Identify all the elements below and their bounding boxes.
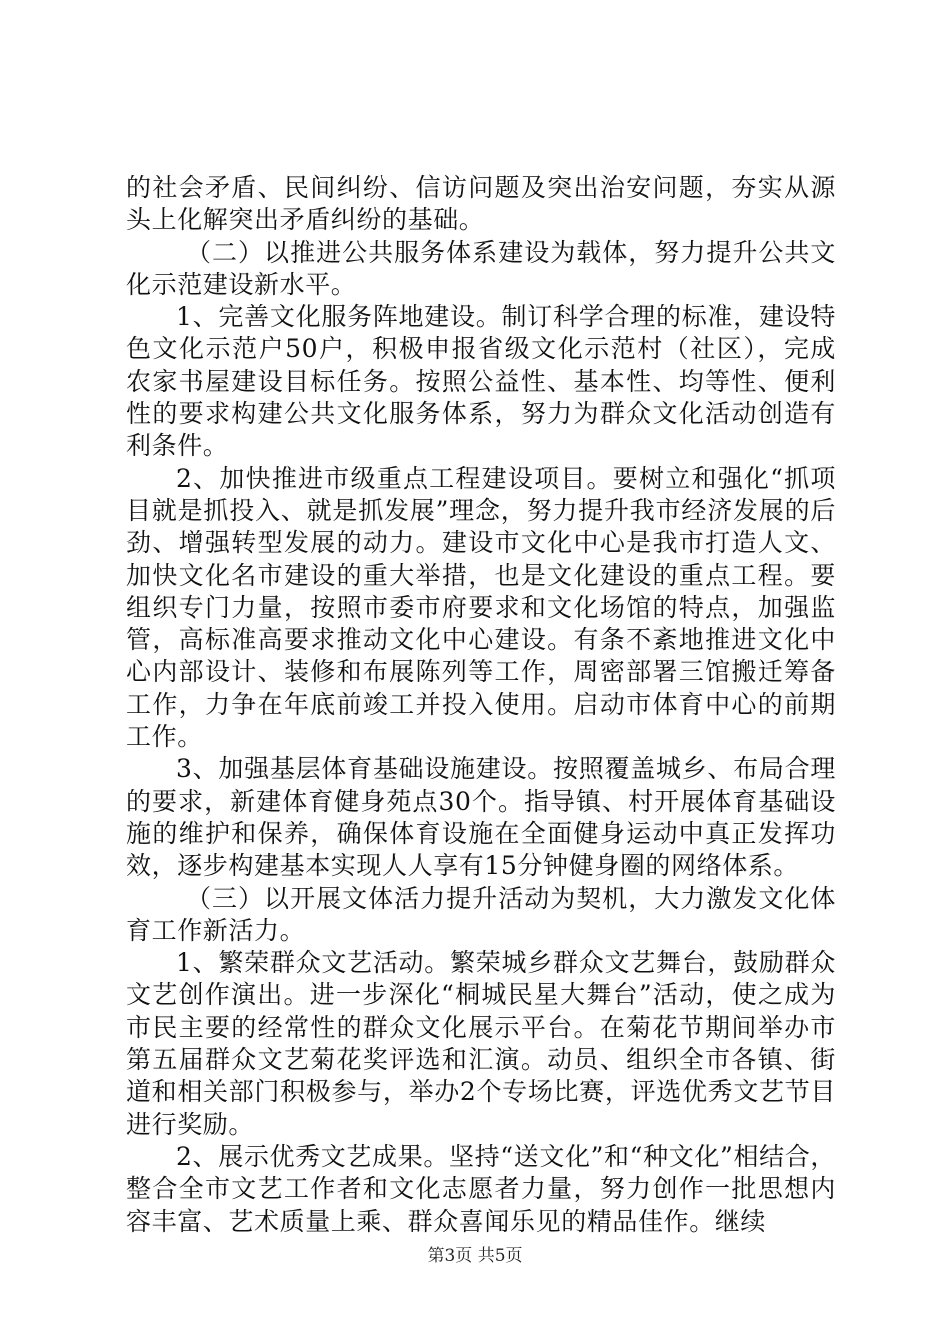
paragraph-item-3-1: 1、繁荣群众文艺活动。繁荣城乡群众文艺舞台，鼓励群众文艺创作演出。进一步深化“桐城民星大舞台”活动，使之成为市民主要的经常性的群众文化展示平台。在菊花节期间举办市第五届群众文艺菊花奖评选和汇演。动员、组织全市各镇、街道和相关部门积极参与，举办2个专场比赛，评选优秀文艺节目进行奖励。 <box>126 948 836 1139</box>
paragraph-item-2-1: 1、完善文化服务阵地建设。制订科学合理的标准，建设特色文化示范户50户，积极申报省级文化示范村（社区），完成农家书屋建设目标任务。按照公益性、基本性、均等性、便利性的要求构建公共文化服务体系，努力为群众文化活动创造有利条件。 <box>126 302 836 461</box>
paragraph-item-2-2: 2、加快推进市级重点工程建设项目。要树立和强化“抓项目就是抓投入、就是抓发展”理念，努力提升我市经济发展的后劲、增强转型发展的动力。建设市文化中心是我市打造人文、加快文化名市建设的重大举措，也是文化建设的重点工程。要组织专门力量，按照市委市府要求和文化场馆的特点，加强监管，高标准高要求推动文化中心建设。有条不紊地推进文化中心内部设计、装修和布展陈列等工作，周密部署三馆搬迁筹备工作，力争在年底前竣工并投入使用。启动市体育中心的前期工作。 <box>126 463 836 752</box>
paragraph-continuation: 的社会矛盾、民间纠纷、信访问题及突出治安问题，夯实从源头上化解突出矛盾纠纷的基础。 <box>126 173 836 235</box>
section-heading-3: （三）以开展文体活力提升活动为契机，大力激发文化体育工作新活力。 <box>126 883 836 945</box>
document-body <box>126 172 836 1238</box>
paragraph-item-3-2: 2、展示优秀文艺成果。坚持“送文化”和“种文化”相结合，整合全市文艺工作者和文化志愿者力量，努力创作一批思想内容丰富、艺术质量上乘、群众喜闻乐见的精品佳作。继续 <box>126 1141 836 1236</box>
paragraph-item-2-3: 3、加强基层体育基础设施建设。按照覆盖城乡、布局合理的要求，新建体育健身苑点30个。指导镇、村开展体育基础设施的维护和保养，确保体育设施在全面健身运动中真正发挥功效，逐步构建基本实现人人享有15分钟健身圈的网络体系。 <box>126 754 836 881</box>
page-number-footer: 第3页 共5页 <box>427 1246 523 1266</box>
section-heading-2: （二）以推进公共服务体系建设为载体，努力提升公共文化示范建设新水平。 <box>126 237 836 299</box>
